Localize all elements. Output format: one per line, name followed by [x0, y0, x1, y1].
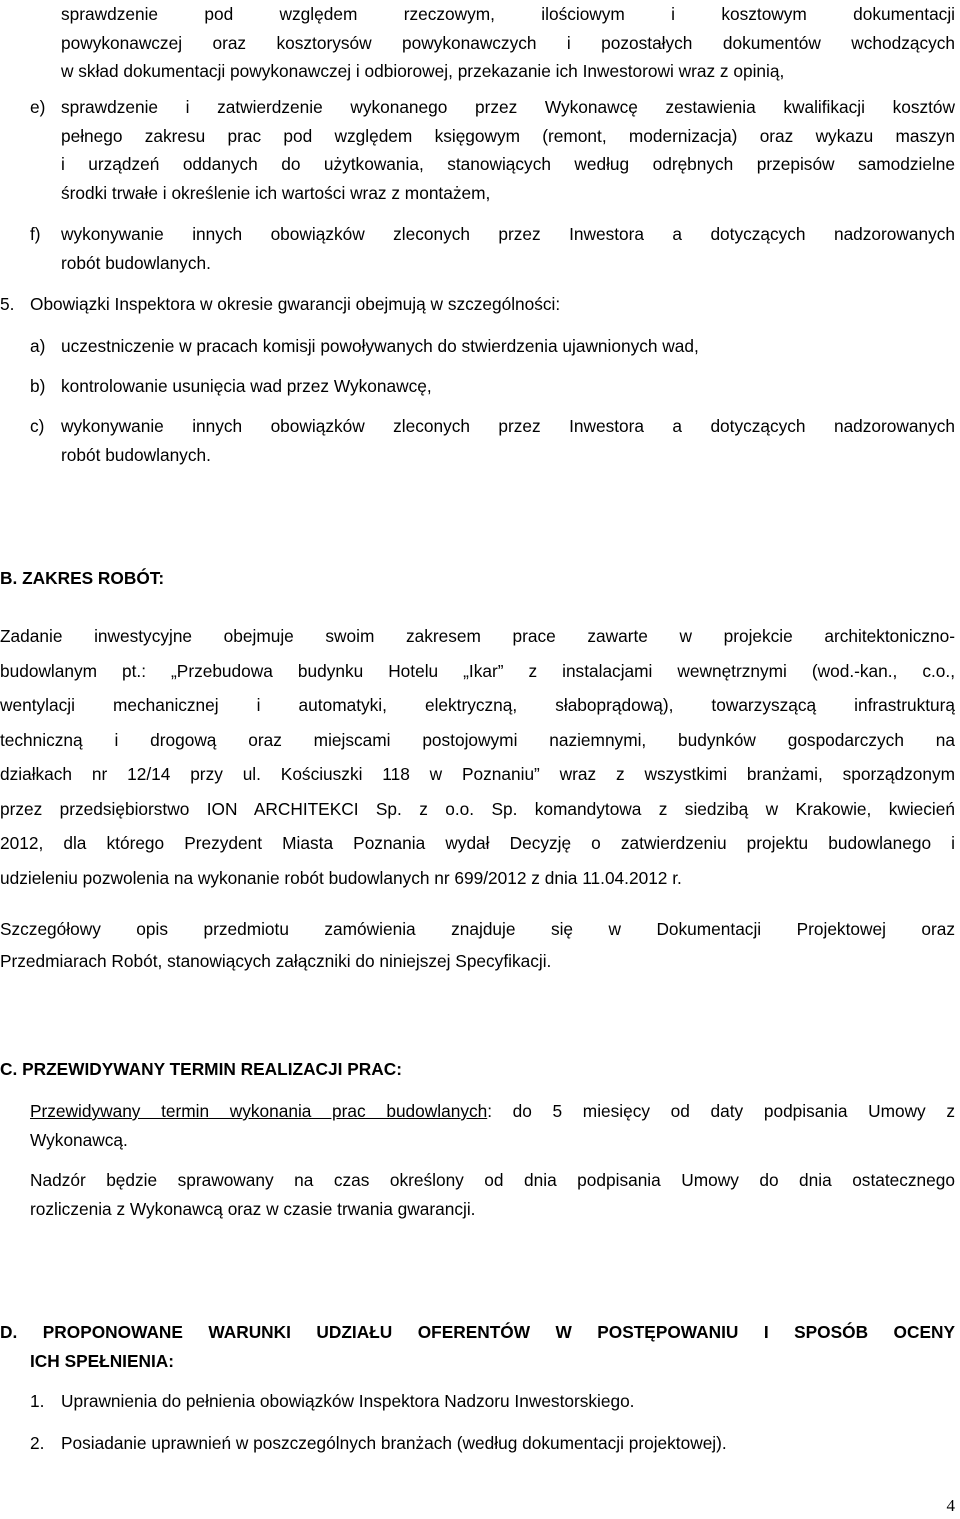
- text-line: w skład dokumentacji powykonawczej i odbiorowej, przekazanie ich Inwestorowi wraz z opinią,: [61, 61, 785, 81]
- text-line: sprawdzenie i zatwierdzenie wykonanego przez Wykonawcę zestawienia kwalifikacji kosztów: [61, 97, 955, 117]
- text-line: rozliczenia z Wykonawcą oraz w czasie trwania gwarancji.: [30, 1198, 476, 1219]
- list-label: 5.: [0, 294, 15, 314]
- list-item-2: [30, 1429, 955, 1458]
- scope-paragraph: [0, 619, 955, 895]
- section-heading-c: C. PRZEWIDYWANY TERMIN REALIZACJI PRAC:: [0, 1059, 402, 1079]
- text-line: przez przedsiębiorstwo ION ARCHITEKCI Sp. z o.o. Sp. komandytowa z siedzibą w Krakowie, kwiecień: [0, 798, 955, 819]
- text-line: środki trwałe i określenie ich wartości wraz z montażem,: [61, 182, 491, 203]
- text-line: pełnego zakresu prac pod względem księgowym (remont, modernizacja) oraz wykazu maszyn: [61, 125, 955, 146]
- section-heading-d: [0, 1318, 955, 1375]
- text-line: wykonywanie innych obowiązków zleconych przez Inwestora a dotyczących nadzorowanych: [61, 224, 955, 244]
- text-line: robót budowlanych.: [61, 444, 211, 465]
- text-line: sprawdzenie pod względem rzeczowym, ilościowym i kosztowym dokumentacji: [61, 4, 955, 24]
- list-item-a: [30, 332, 955, 361]
- text-line: powykonawczej oraz kosztorysów powykonawczych i pozostałych dokumentów wchodzących: [61, 32, 955, 53]
- text-line: ICH SPEŁNIENIA:: [30, 1350, 175, 1371]
- list-label: f): [30, 224, 41, 244]
- list-label: 2.: [30, 1433, 45, 1453]
- list-label: c): [30, 416, 45, 436]
- text-line: Uprawnienia do pełnienia obowiązków Inspektora Nadzoru Inwestorskiego.: [61, 1391, 635, 1411]
- text-line: [30, 1097, 955, 1126]
- text-line: kontrolowanie usunięcia wad przez Wykonawcę,: [61, 376, 432, 396]
- continuation-paragraph: [61, 0, 955, 86]
- text-line: Posiadanie uprawnień w poszczególnych branżach (według dokumentacji projektowej).: [61, 1433, 727, 1453]
- text-line: wykonywanie innych obowiązków zleconych przez Inwestora a dotyczących nadzorowanych: [61, 416, 955, 436]
- list-label: b): [30, 376, 46, 396]
- list-item-e: [30, 93, 955, 207]
- list-item-c: [30, 412, 955, 469]
- text-line: Wykonawcą.: [30, 1129, 128, 1150]
- list-item-b: [30, 372, 955, 401]
- text-line: techniczną i drogową oraz miejscami postojowymi naziemnymi, budynków gospodarczych na: [0, 729, 955, 750]
- term-paragraph: [30, 1097, 955, 1154]
- text-line: uczestniczenie w pracach komisji powoływanych do stwierdzenia ujawnionych wad,: [61, 336, 699, 356]
- text-line: Nadzór będzie sprawowany na czas określony od dnia podpisania Umowy do dnia ostatecznego: [30, 1170, 955, 1190]
- point-5: [0, 290, 955, 319]
- list-item-1: [30, 1387, 955, 1416]
- text-line: robót budowlanych.: [61, 252, 211, 273]
- section-heading-b: B. ZAKRES ROBÓT:: [0, 568, 165, 588]
- text-line: Szczegółowy opis przedmiotu zamówienia znajduje się w Dokumentacji Projektowej oraz: [0, 919, 955, 939]
- text-line: i urządzeń oddanych do użytkowania, stanowiących według odrębnych przepisów samodzielne: [61, 154, 955, 174]
- list-label: e): [30, 97, 46, 117]
- text-line: Przedmiarach Robót, stanowiących załączniki do niniejszej Specyfikacji.: [0, 951, 552, 971]
- page-number: 4: [946, 1496, 955, 1515]
- term-value: : do 5 miesięcy od daty podpisania Umowy z: [487, 1101, 955, 1121]
- description-paragraph: [0, 913, 955, 977]
- text-line: działkach nr 12/14 przy ul. Kościuszki 118 w Poznaniu” wraz z wszystkimi branżami, sporządzonym: [0, 764, 955, 784]
- text-line: Zadanie inwestycyjne obejmuje swoim zakresem prace zawarte w projekcie architektoniczno-: [0, 626, 955, 646]
- text-line: udzieleniu pozwolenia na wykonanie robót budowlanych nr 699/2012 z dnia 11.04.2012 r.: [0, 867, 682, 888]
- text-line: wentylacji mechanicznej i automatyki, elektryczną, słaboprądową), towarzyszącą infrastrukturą: [0, 695, 955, 715]
- text-line: Obowiązki Inspektora w okresie gwarancji obejmują w szczególności:: [30, 294, 561, 314]
- text-line: budowlanym pt.: „Przebudowa budynku Hotelu „Ikar” z instalacjami wewnętrznymi (wod.-kan., c.o.,: [0, 660, 955, 681]
- list-label: a): [30, 336, 46, 356]
- list-item-f: [30, 220, 955, 277]
- text-line: 2012, dla którego Prezydent Miasta Poznania wydał Decyzję o zatwierdzeniu projektu budowlanego i: [0, 833, 955, 853]
- term-label: Przewidywany termin wykonania prac budowlanych: [30, 1101, 488, 1121]
- supervision-paragraph: [30, 1166, 955, 1223]
- text-line: D. PROPONOWANE WARUNKI UDZIAŁU OFERENTÓW W POSTĘPOWANIU I SPOSÓB OCENY: [0, 1322, 955, 1342]
- list-label: 1.: [30, 1391, 45, 1411]
